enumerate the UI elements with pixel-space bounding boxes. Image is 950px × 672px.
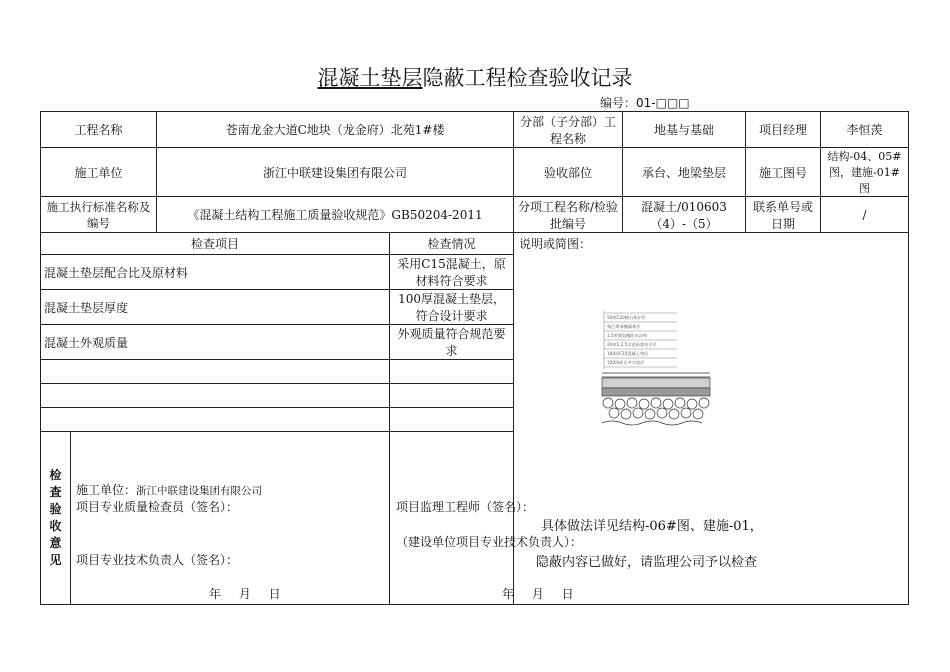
- layer-label: 20厚1:2.5水泥砂浆找平层: [607, 342, 657, 347]
- check-row-item: [41, 408, 390, 432]
- check-row-status: [390, 360, 514, 384]
- subdivision-value: 地基与基础: [623, 112, 746, 148]
- supervisor-sign: 项目监理工程师（签名）：: [396, 500, 535, 514]
- part-value: 承台、地梁垫层: [623, 148, 746, 197]
- layer-label: 1.5厚聚氨酯防水涂料: [607, 333, 648, 338]
- item-value: 混凝土/010603（4）-（5）: [623, 197, 746, 233]
- drawing-value: 结构-04、05#图，建施-01#图: [821, 148, 909, 197]
- standard-label: 施工执行标准名称及编号: [41, 197, 157, 233]
- part-label: 验收部位: [514, 148, 623, 197]
- item-label: 分项工程名称/检验批编号: [514, 197, 623, 233]
- check-row-status: 外观质量符合规范要求: [390, 325, 514, 360]
- project-name-label: 工程名称: [41, 112, 157, 148]
- check-row-item: 混凝土垫层厚度: [41, 290, 390, 325]
- supervisor-date: 年 月 日: [502, 587, 574, 601]
- check-row-status: [390, 384, 514, 408]
- tech-lead-sign: 项目专业技术负责人（签名）：: [76, 553, 239, 567]
- check-row-status: 采用C15混凝土，原材料符合要求: [390, 255, 514, 290]
- title-subject: 混凝土垫层: [317, 66, 423, 90]
- note-line-1: 具体做法详见结构-06#图、建施-01，: [541, 519, 763, 534]
- document-number: 编号：01-□□□: [600, 96, 690, 110]
- check-row-status: [390, 408, 514, 432]
- opinion-contractor: 施工单位：浙江中联建设集团有限公司: [76, 483, 263, 497]
- contractor-label: 施工单位: [41, 148, 157, 197]
- contractor-date: 年 月 日: [209, 587, 281, 601]
- check-row-item: 混凝土外观质量: [41, 325, 390, 360]
- pm-value: 李恒羡: [821, 112, 909, 148]
- note-line-2: 隐蔽内容已做好，请监理公司予以检查: [536, 555, 758, 570]
- check-row-item: 混凝土垫层配合比及原材料: [41, 255, 390, 290]
- contact-value: /: [821, 197, 909, 233]
- contact-label: 联系单号或日期: [746, 197, 821, 233]
- col-check-status: 检查情况: [390, 233, 514, 255]
- subdivision-label: 分部（子分部）工程名称: [514, 112, 623, 148]
- check-row-item: [41, 360, 390, 384]
- check-row-item: [41, 384, 390, 408]
- standard-value: 《混凝土结构工程施工质量验收规范》GB50204-2011: [157, 197, 514, 233]
- col-check-item: 检查项目: [41, 233, 390, 255]
- pm-label: 项目经理: [746, 112, 821, 148]
- layer-label: 150厚碎石夯实垫层: [607, 360, 645, 365]
- contractor-value: 浙江中联建设集团有限公司: [157, 148, 514, 197]
- layer-label: 聚乙烯薄膜隔离层: [607, 324, 641, 329]
- cushion-layer-diagram: [602, 307, 712, 437]
- contractor-signature-cell: [71, 432, 390, 605]
- page-title: [0, 62, 950, 92]
- opinion-side-label: 检 查 验 收 意 见: [41, 432, 71, 605]
- owner-tech-sign: （建设单位项目专业技术负责人）：: [396, 535, 583, 549]
- qc-inspector-sign: 项目专业质量检查员（签名）：: [76, 500, 239, 514]
- description-label: 说明或简图：: [519, 237, 592, 251]
- inspection-form: [40, 111, 909, 605]
- check-row-status: 100厚混凝土垫层，符合设计要求: [390, 290, 514, 325]
- title-main: 隐蔽工程检查验收记录: [422, 66, 633, 90]
- layer-label: 100厚C15混凝土垫层: [607, 351, 649, 356]
- layer-label: 50厚C20细石保护层: [607, 315, 646, 320]
- drawing-label: 施工图号: [746, 148, 821, 197]
- project-name-value: 苍南龙金大道C地块（龙金府）北苑1#楼: [157, 112, 514, 148]
- supervisor-signature-cell: [390, 432, 583, 605]
